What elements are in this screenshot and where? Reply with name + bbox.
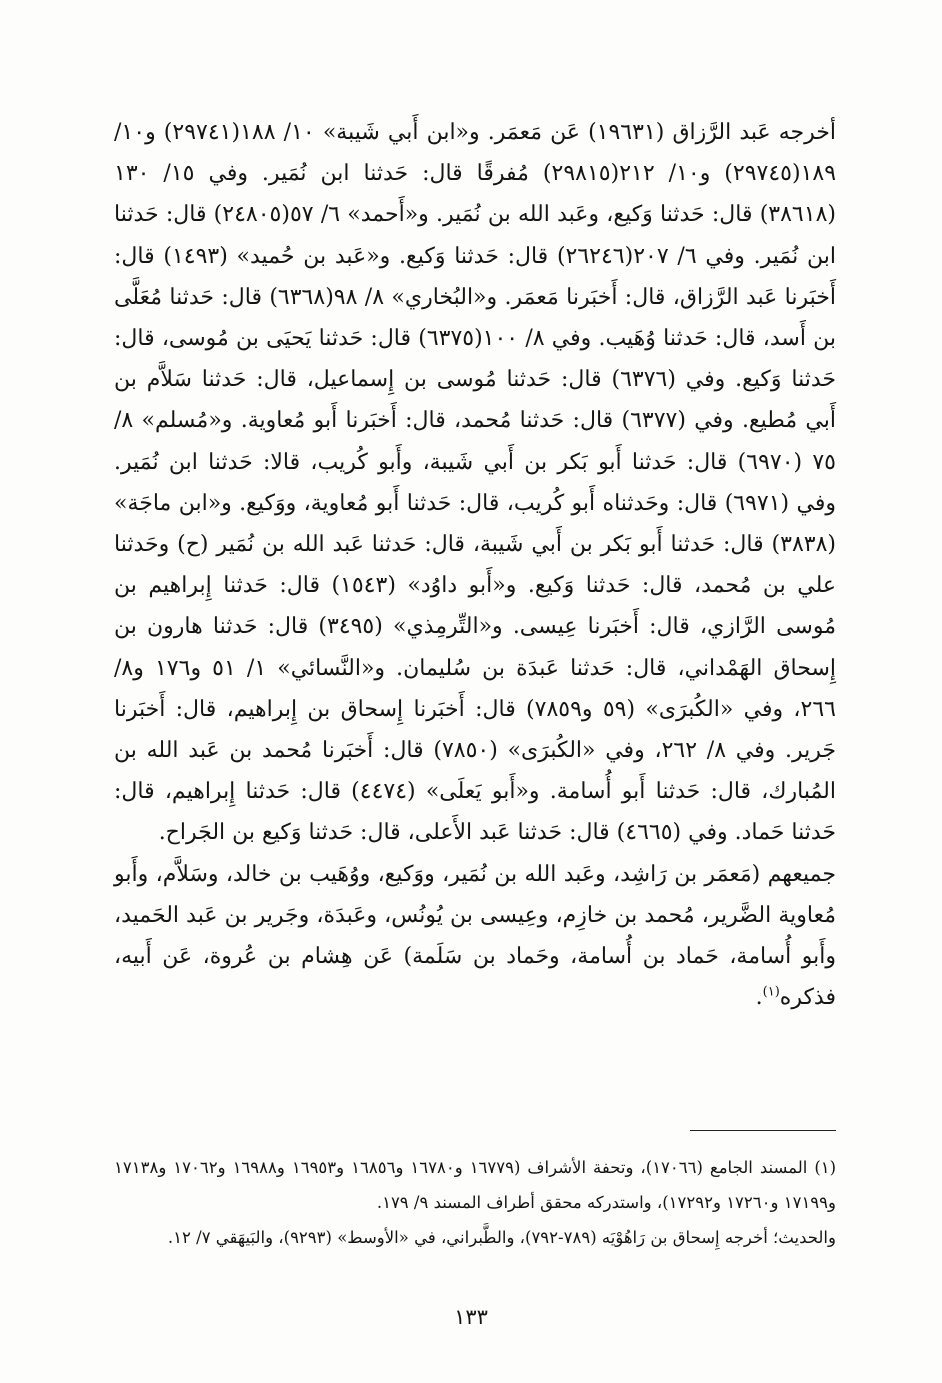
page-number: ١٣٣: [454, 1305, 488, 1329]
summary-paragraph: جميعهم (مَعمَر بن رَاشِد، وعَبد الله بن نُمَير، ووَكيع، ووُهَيب بن خالد، وسَلاَّم، وأَبو مُعاوية الضَّرير، مُحمد بن خازِم، وعِيسى بن يُونُس، وعَبدَة، وجَرير بن عَبد الحَميد، وأَبو أُسامة، حَماد بن أُسامة، وحَماد بن سَلَمة) عَن هِشام بن عُروة، عَن أَبيه، فذكره$^{(١)}$.: [114, 861, 836, 1011]
summary-text: جميعهم (مَعمَر بن رَاشِد، وعَبد الله بن نُمَير، ووَكيع، ووُهَيب بن خالد، وسَلاَّم، وأَبو مُعاوية الضَّرير، مُحمد بن خازِم، وعِيسى بن يُونُس، وعَبدَة، وجَرير بن عَبد الحَميد، وأَبو أُسامة، حَماد بن أُسامة، وحَماد بن سَلَمة) عَن هِشام بن عُروة، عَن أَبيه، فذكره: [114, 861, 836, 1011]
footnote-marker[interactable]: (١): [762, 984, 780, 1000]
takhrij-paragraph: أخرجه عَبد الرَّزاق (١٩٦٣١) عَن مَعمَر. و«ابن أَبي شَيبة» ١٠/ ١٨٨(٢٩٧٤١) و١٠/ ١٨٩(٢٩٧٤٥) و١٠/ ٢١٢(٢٩٨١٥) مُفرقًا قال: حَدثنا ابن نُمَير. وفي ١٥/ ١٣٠ (٣٨٦١٨) قال: حَدثنا وَكيع، وعَبد الله بن نُمَير. و«أَحمد» ٦/ ٥٧(٢٤٨٠٥) قال: حَدثنا ابن نُمَير. وفي ٦/ ٢٠٧(٢٦٢٤٦) قال: حَدثنا وَكيع. و«عَبد بن حُميد» (١٤٩٣) قال: أَخبَرنا عَبد الرَّزاق، قال: أَخبَرنا مَعمَر. و«البُخاري» ٨/ ٩٨(٦٣٦٨) قال: حَدثنا مُعَلَّى بن أَسد، قال: حَدثنا وُهَيب. وفي ٨/ ١٠٠(٦٣٧٥) قال: حَدثنا يَحيَى بن مُوسى، قال: حَدثنا وَكيع. وفي (٦٣٧٦) قال: حَدثنا مُوسى بن إِسماعيل، قال: حَدثنا سَلاَّم بن أَبي مُطيع. وفي (٦٣٧٧) قال: حَدثنا مُحمد، قال: أَخبَرنا أَبو مُعاوية. و«مُسلم» ٨/ ٧٥ (٦٩٧٠) قال: حَدثنا أَبو بَكر بن أَبي شَيبة، وأَبو كُريب، قالا: حَدثنا ابن نُمَير. وفي (٦٩٧١) قال: وحَدثناه أَبو كُريب، قال: حَدثنا أَبو مُعاوية، ووَكيع. و«ابن ماجَة» (٣٨٣٨) قال: حَدثنا أَبو بَكر بن أَبي شَيبة، قال: حَدثنا عَبد الله بن نُمَير (ح) وحَدثنا علي بن مُحمد، قال: حَدثنا وَكيع. و«أَبو داوُد» (١٥٤٣) قال: حَدثنا إِبراهيم بن مُوسى الرَّازي، قال: أَخبَرنا عِيسى. و«التِّرمِذي» (٣٤٩٥) قال: حَدثنا هارون بن إِسحاق الهَمْداني، قال: حَدثنا عَبدَة بن سُليمان. و«النَّسائي» ١/ ٥١ و١٧٦ و٨/ ٢٦٦، وفي «الكُبرَى» (٥٩ و٧٨٥٩) قال: أَخبَرنا إِسحاق بن إِبراهيم، قال: أَخبَرنا جَرير. وفي ٨/ ٢٦٢، وفي «الكُبرَى» (٧٨٥٠) قال: أَخبَرنا مُحمد بن عَبد الله بن المُبارك، قال: حَدثنا أَبو أُسامة. و«أَبو يَعلَى» (٤٤٧٤) قال: حَدثنا إِبراهيم، قال: حَدثنا حَماد. وفي (٤٦٦٥) قال: حَدثنا عَبد الأَعلى، قال: حَدثنا وَكيع بن الجَراح.: [114, 120, 837, 846]
footnotes: [114, 1150, 836, 1255]
main-text: [114, 112, 836, 1018]
footnote-1: (١) المسند الجامع (١٧٠٦٦)، وتحفة الأشراف (١٦٧٧٩ و١٦٧٨٠ و١٦٨٥٦ و١٦٩٥٣ و١٦٩٨٨ و١٧٠٦٢ و١٧١٣٨ و١٧١٩٩ و١٧٢٦٠ و١٧٢٩٢)، واستدركه محقق أطراف المسند ٩/ ١٧٩.: [114, 1158, 837, 1212]
footnote-1-continuation: والحديث؛ أخرجه إِسحاق بن رَاهُوْيَه (٧٨٩-٧٩٢)، والطَّبراني، في «الأوسط» (٩٢٩٣)، والبَيهَقي ٧/ ١٢.: [167, 1228, 836, 1247]
footnote-separator: [690, 1130, 836, 1131]
